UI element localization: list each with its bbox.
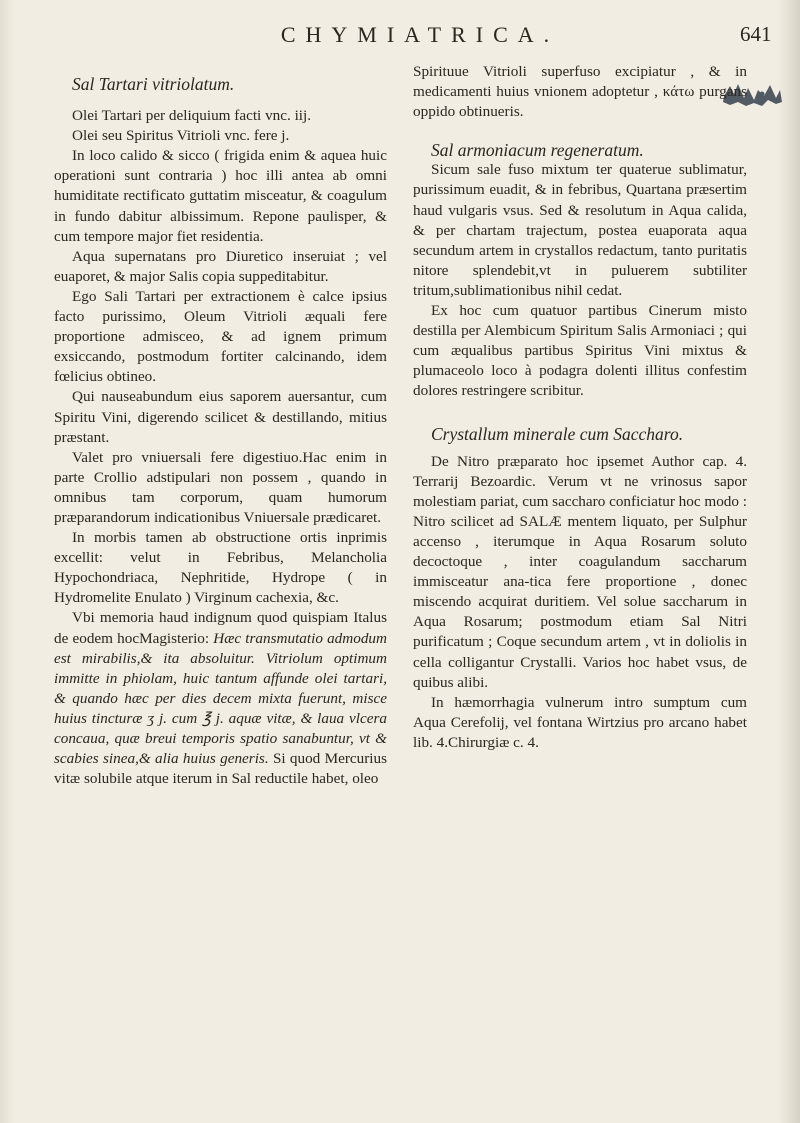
paragraph: In morbis tamen ab obstructione ortis inprimis excellit: velut in Febribus, Melancholia Hypochondriaca, Nephritide, Hydrope ( in Hydromelite Enulato ) Virginum cachexia, &c. [54,529,387,607]
paragraph: Olei Tartari per deliquium facti vnc. iij. [72,107,312,125]
page-edge-shadow-left [0,0,14,1123]
running-head: CHYMIATRICA. [280,22,560,47]
paragraph-continuation: Spirituue Vitrioli superfuso excipiatur , & in medicamenti huius vnionem adoptetur , κάτω purgans oppido obtinueris. [413,63,747,121]
page-number: 641 [740,22,772,46]
paragraph: Aqua supernatans pro Diuretico inseruiat ; vel euaporet, & major Salis copia suppeditabitur. [54,247,387,285]
right-column [413,62,747,753]
paragraph: Ego Sali Tartari per extractionem è calce ipsius facto purissimo, Oleum Vitrioli æquali fere proportione admisceo, & ad ignem primum exsiccando, postmodum fortiter calcinando, idem fœlicius obtineo. [54,287,387,386]
left-column [54,62,387,789]
paragraph-tail: Si quod Mercurius vitæ solubile atque iterum in Sal reductile habet, oleo [54,750,387,788]
section-heading-sal-armoniacum: Sal armoniacum regeneratum. [431,140,644,161]
section-heading-crystallum: Crystallum minerale cum Saccharo. [431,423,684,444]
paragraph: In hæmorrhagia vulnerum intro sumptum cum Aqua Cerefolij, vel fontana Wirtzius pro arcano habet lib. 4.Chirurgiæ c. 4. [413,693,747,751]
paragraph: Sicum sale fuso mixtum ter quaterue sublimatur, purissimum euadit, & in febribus, Quartana præsertim haud vulgaris vsus. Sed & resolutum in Aqua calida, & per chartam trajectum, postea euaporata aqua secundum artem in crystallos redactum, tanto puritatis nitore splendebit,vt in puluerem subtiliter tritum,sublimationibus nihil cedat. [413,161,747,299]
paragraph-lead: Vbi memoria haud indignum quod quispiam Italus de eodem hocMagisterio: [54,609,387,647]
page-edge-shadow-right [778,0,800,1123]
paragraph [54,608,387,789]
paragraph: In loco calido & sicco ( frigida enim & aquea huic operationi sunt contraria ) hoc illi antea ab omni humiditate rectificato guttatim misceatur, & coagulum in fundo dabitur albissimum. Repone paulisper, & cum tempore major fiet residentia. [54,147,387,245]
paragraph: Qui nauseabundum eius saporem auersantur, cum Spiritu Vini, digerendo scilicet & destillando, mitius præstant. [54,388,387,446]
paragraph: Olei seu Spiritus Vitrioli vnc. fere j. [72,127,290,145]
paragraph: Ex hoc cum quatuor partibus Cinerum misto destilla per Alembicum Spiritum Salis Armoniaci ; qui cum æqualibus partibus Spiritus Vini mixtus & plumaceolo loco à podagra dolenti illitus confestim dolores restringere scribitur. [413,302,747,400]
paragraph: Valet pro vniuersali fere digestiuo.Hac enim in parte Crollio adstipulari non possem , quando in omnibus tam corporum, quam humorum præparandorum indicationibus Vniuersale prædicaret. [54,448,387,526]
section-heading-sal-tartari: Sal Tartari vitriolatum. [72,74,235,94]
italian-quote: Hæc transmutatio admodum est mirabilis,& ita absoluitur. Vitriolum optimum immitte in phiolam, huic tantum affunde olei tartari, & quando hæc per dies decem mixta fuerunt, misce huius tincturæ ʒ j. cum ℥ j. aquæ vitæ, & laua vlcera concaua, quæ breui temporis spatio sanabuntur, vt & scabies sinea,& alia huius generis. [54,629,387,768]
paragraph: De Nitro præparato hoc ipsemet Author cap. 4. Terrarij Bezoardic. Verum vt ne vrinosus sapor molestiam pariat, cum saccharo conficiatur hoc modo : Nitro scilicet ad SALÆ mentem liquato, per Sulphur accenso , iterumque in Aqua Rosarum soluto decoctoque , inter coagulandum saccharum immisceatur ana-tica fere proportione , donec miscendo acquirat duritiem. Vel solue saccharum in Aqua Rosarum; postmodum etiam Sal Nitri purificatum ; Coque secundum artem , vt in doliolis in cella colligantur Crystalli. Varios hoc habet vsus, de quibus alibi. [413,452,748,691]
